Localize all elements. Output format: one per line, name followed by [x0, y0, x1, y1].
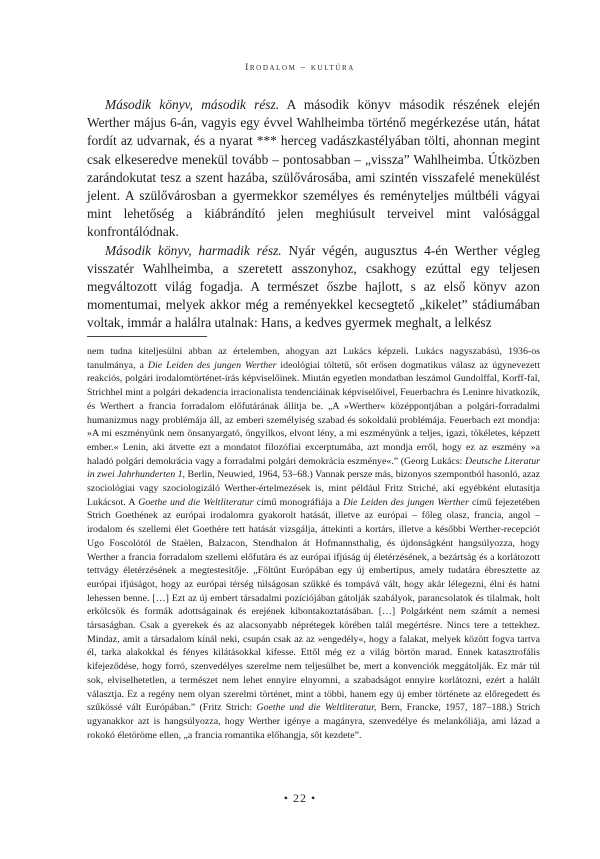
footnote-text: című monográfiája a [253, 496, 344, 508]
section-lead: Második könyv, harmadik rész. [105, 242, 282, 258]
footnote-divider [87, 336, 207, 337]
paragraph-text: Nyár végén, augusztus 4-én Werther végleg visszatér Wahlheimba, a szeretett asszonyhoz, csakhogy ezúttal egy teljesen megváltozott világ fogadja. A természet őszbe hajlott, s az első könyv azon momentumai, melyek akkor még a reményekkel kecsegtető „kikelet” stádiumában voltak, immár a halálra utalnak: Hans, a kedves gyermek meghalt, a lelkész [87, 242, 540, 331]
paragraph-text: A második könyv második részének elején Werther május 6-án, vagyis egy évvel Wahlheimba történő megérkezése után, hátat fordít az udvarnak, és a nyarat *** herceg vadászkastélyában tölti, ahonnan megint csak elkeseredve menekül tovább – pontosabban – „vissza” Wahlheimba. Útközben zarándokutat tesz a szent hazába, szülővárosába, ami szintén visszafelé menekülést jelent. A szülővárosban a gyermekkor személyes és reményteljes múltbéli vágyai mint lehetőség a kiábrándító jelen meghiúsult terveivel mint valósággal konfrontálódnak. [87, 97, 540, 240]
work-title: Die Leiden des jungen Werther [147, 359, 277, 371]
footnote-text: ideológiai töltetű, sőt erősen dogmatikus válasz az úgynevezett reakciós, polgári irodalomtörténet-írás képviselőinek. Miután egyetlen mondatban leszámol Gundolffal, Korff-fal, Strichhel mint a polgári dekadencia irracionalista tendenciáinak képviselőivel, Feuerbachra és Leninre hivatkozik, és Werthert a francia forradalom előfutárának állítja be. „A »Werther« középpontjában a polgári-forradalmi humanizmus nagy problémája áll, az emberi személyiség szabad és sokoldalú problémája. Feuerbach ezt mondja: »A mi eszményünk nem önsanyargató, öngyilkos, elvont lény, a mi eszményünk a teljes, igazi, tökéletes, képzett ember.« Lenin, aki átvette ezt a mondatot filozófiai excerptumába, azt mondja erről, hogy ez az eszmény »a haladó polgári demokrácia vagy a forradalmi polgári demokrácia eszménye«.” (Georg Lukács: [87, 359, 540, 467]
work-title: Goethe und die Weltliteratur, [256, 702, 377, 714]
page-number: • 22 • [283, 791, 317, 805]
work-title: Goethe und die Weltliteratur [138, 496, 254, 508]
footnote-text: Bern, Francke, 1957, 187–188.) Strich ugyanakkor azt is hangsúlyozza, hogy Werther igénye a magányra, szenvedélye és melankóliája, ami lázad a rokokó életöröme ellen, „a francia romantika előhangja, sőt kezdete”. [87, 702, 541, 741]
work-title: Deutsche Literatur in zwei Jahrhunderten 1, [87, 455, 540, 481]
footnote-text: nem tudna kiteljesülni abban az értelemben, ahogyan azt Lukács képzeli. Lukács nagyszabású, 1936-os tanulmánya, a [87, 346, 540, 371]
running-head: Irodalom – kultúra [245, 62, 355, 73]
paragraph-second-book-second-part [87, 96, 540, 242]
footnote-text: című fejezetében Strich Goethének az európai irodalomra gyakorolt hatását, illetve az európai – főleg olasz, francia, angol – irodalom és szellemi élet Goethére tett hatását vizsgálja, áttekinti a kortárs, illetve a későbbi Werther-recepciót Ugo Foscolótól de Staëlen, Balzacon, Stendhalon át Hofmannsthalig, és újdonságként hangsúlyozza, hogy Werther a francia forradalom szellemi előfutára és az európai ifjúság új életérzésének, a bezártság és a korlátozott tettvágy életérzésének a megtestesítője. „Föltűnt Európában egy új embertípus, amely tudatára ébresztette az európai ifjúságot, hogy az európai térség túlságosan szűkké és tompává vált, hogy akár lélegezni, élni és hatni lehessen benne. […] Ezt az új embert társadalmi pozíciójában gátolják szabályok, parancsolatok és tilalmak, holt erkölcsök és formák adottságainak és erejének kibontakoztatásában. […] Polgárként nem számít a nemesi társaságban. Csak a gyerekek és az alacsonyabb néprétegek körében talál megértésre. Nincs tere a tettekhez. Mindaz, amit a társadalom kínál neki, csupán csak az az »engedély«, hogy a falakat, melyek között fogva tartva él, tarka alakokkal és fényes kilátásokkal kifesse. Ettől még ez a világ börtön marad. Ennek katasztrofális kifejeződése, hogy forró, szenvedélyes szerelme nem teljesülhet be, mert a konvenciók meggátolják. Ez már túl sok, elviselhetetlen, a természet nem lehet ennyire elnyomni, a szabadságot ennyire korlátozni, ezért a halált választja. Ez a regény nem olyan szerelmi történet, mint a többi, hanem egy új ember története az előregedett és szűkössé vált Európában.” (Fritz Strich: [87, 496, 540, 714]
footnote [87, 345, 540, 742]
main-text [87, 96, 540, 333]
work-title: Die Leiden des jungen Werther [343, 496, 469, 508]
paragraph-second-book-third-part [87, 242, 540, 333]
section-lead: Második könyv, második rész. [105, 97, 280, 112]
footnote-text: Berlin, Neuwied, 1964, 53–68.) Vannak persze más, bizonyos szempontból hasonló, azaz szociológiai vagy szociologizáló Werther-értelmezések is, mint például Fritz Striché, aki egyébként elutasítja Lukácsot. A [87, 469, 540, 508]
